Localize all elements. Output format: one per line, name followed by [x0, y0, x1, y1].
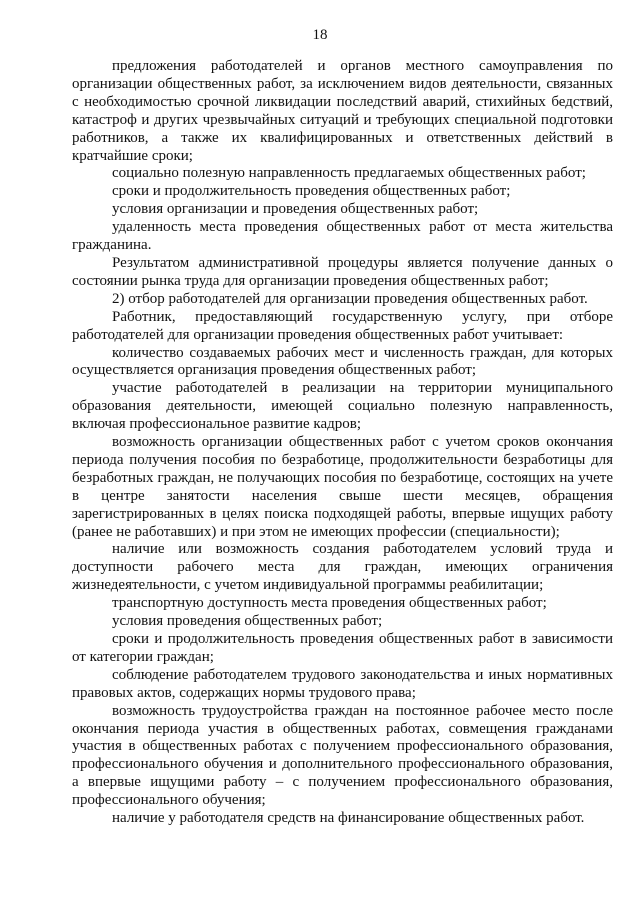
paragraph: возможность организации общественных работ с учетом сроков окончания периода получения пособия по безработице, продолжительности безработицы для безработных граждан, не получающих пособия по безработице, состоящих на учете в центре занятости населения свыше шести месяцев, обращения зарегистрированных в целях поиска подходящей работы, впервые ищущих работу (ранее не работавших) и при этом не имеющих профессии (специальности);	[72, 434, 613, 540]
paragraph: количество создаваемых рабочих мест и численность граждан, для которых осуществляется организация проведения общественных работ;	[72, 344, 613, 379]
paragraph: условия организации и проведения общественных работ;	[112, 201, 479, 218]
paragraph: наличие или возможность создания работодателем условий труда и доступности рабочего места для граждан, имеющих ограничения жизнедеятельности, с учетом индивидуальной программы реабилитации;	[72, 541, 613, 594]
page-number: 18	[312, 27, 328, 43]
paragraph: 2) отбор работодателей для организации проведения общественных работ.	[112, 290, 588, 307]
paragraph: сроки и продолжительность проведения общественных работ;	[112, 183, 511, 200]
paragraph: Работник, предоставляющий государственную услугу, при отборе работодателей для организации проведения общественных работ учитывает:	[72, 308, 613, 343]
paragraph: наличие у работодателя средств на финансирование общественных работ.	[112, 810, 585, 827]
paragraph: условия проведения общественных работ;	[112, 613, 383, 630]
paragraph: участие работодателей в реализации на территории муниципального образования деятельности, имеющей социально полезную направленность, включая профессиональное развитие кадров;	[72, 380, 613, 433]
paragraph-continuation: предложения работодателей и органов местного самоуправления по организации общественных работ, за исключением видов деятельности, связанных с необходимостью срочной ликвидации последствий аварий, стихийных бедствий, катастроф и других чрезвычайных ситуаций и требующих специальной подготовки работников, а также их квалифицированных и ответственных действий в кратчайшие сроки;	[72, 58, 613, 164]
paragraph: удаленность места проведения общественных работ от места жительства гражданина.	[72, 219, 613, 254]
paragraph: сроки и продолжительность проведения общественных работ в зависимости от категории граждан;	[72, 631, 613, 665]
paragraph: Результатом административной процедуры является получение данных о состоянии рынка труда для организации проведения общественных работ;	[72, 254, 613, 289]
paragraph: социально полезную направленность предлагаемых общественных работ;	[112, 165, 586, 182]
paragraph: возможность трудоустройства граждан на постоянное рабочее место после окончания периода участия в общественных работах, совмещения гражданами участия в общественных работах с получением профессионального образования, профессионального обучения и дополнительного профессионального образования, а впервые ищущими работу – с получением профессионального образования, профессионального обучения;	[72, 702, 613, 809]
paragraph: соблюдение работодателем трудового законодательства и иных нормативных правовых актов, содержащих нормы трудового права;	[72, 666, 613, 701]
paragraph: транспортную доступность места проведения общественных работ;	[112, 595, 547, 612]
document-body	[72, 58, 613, 828]
